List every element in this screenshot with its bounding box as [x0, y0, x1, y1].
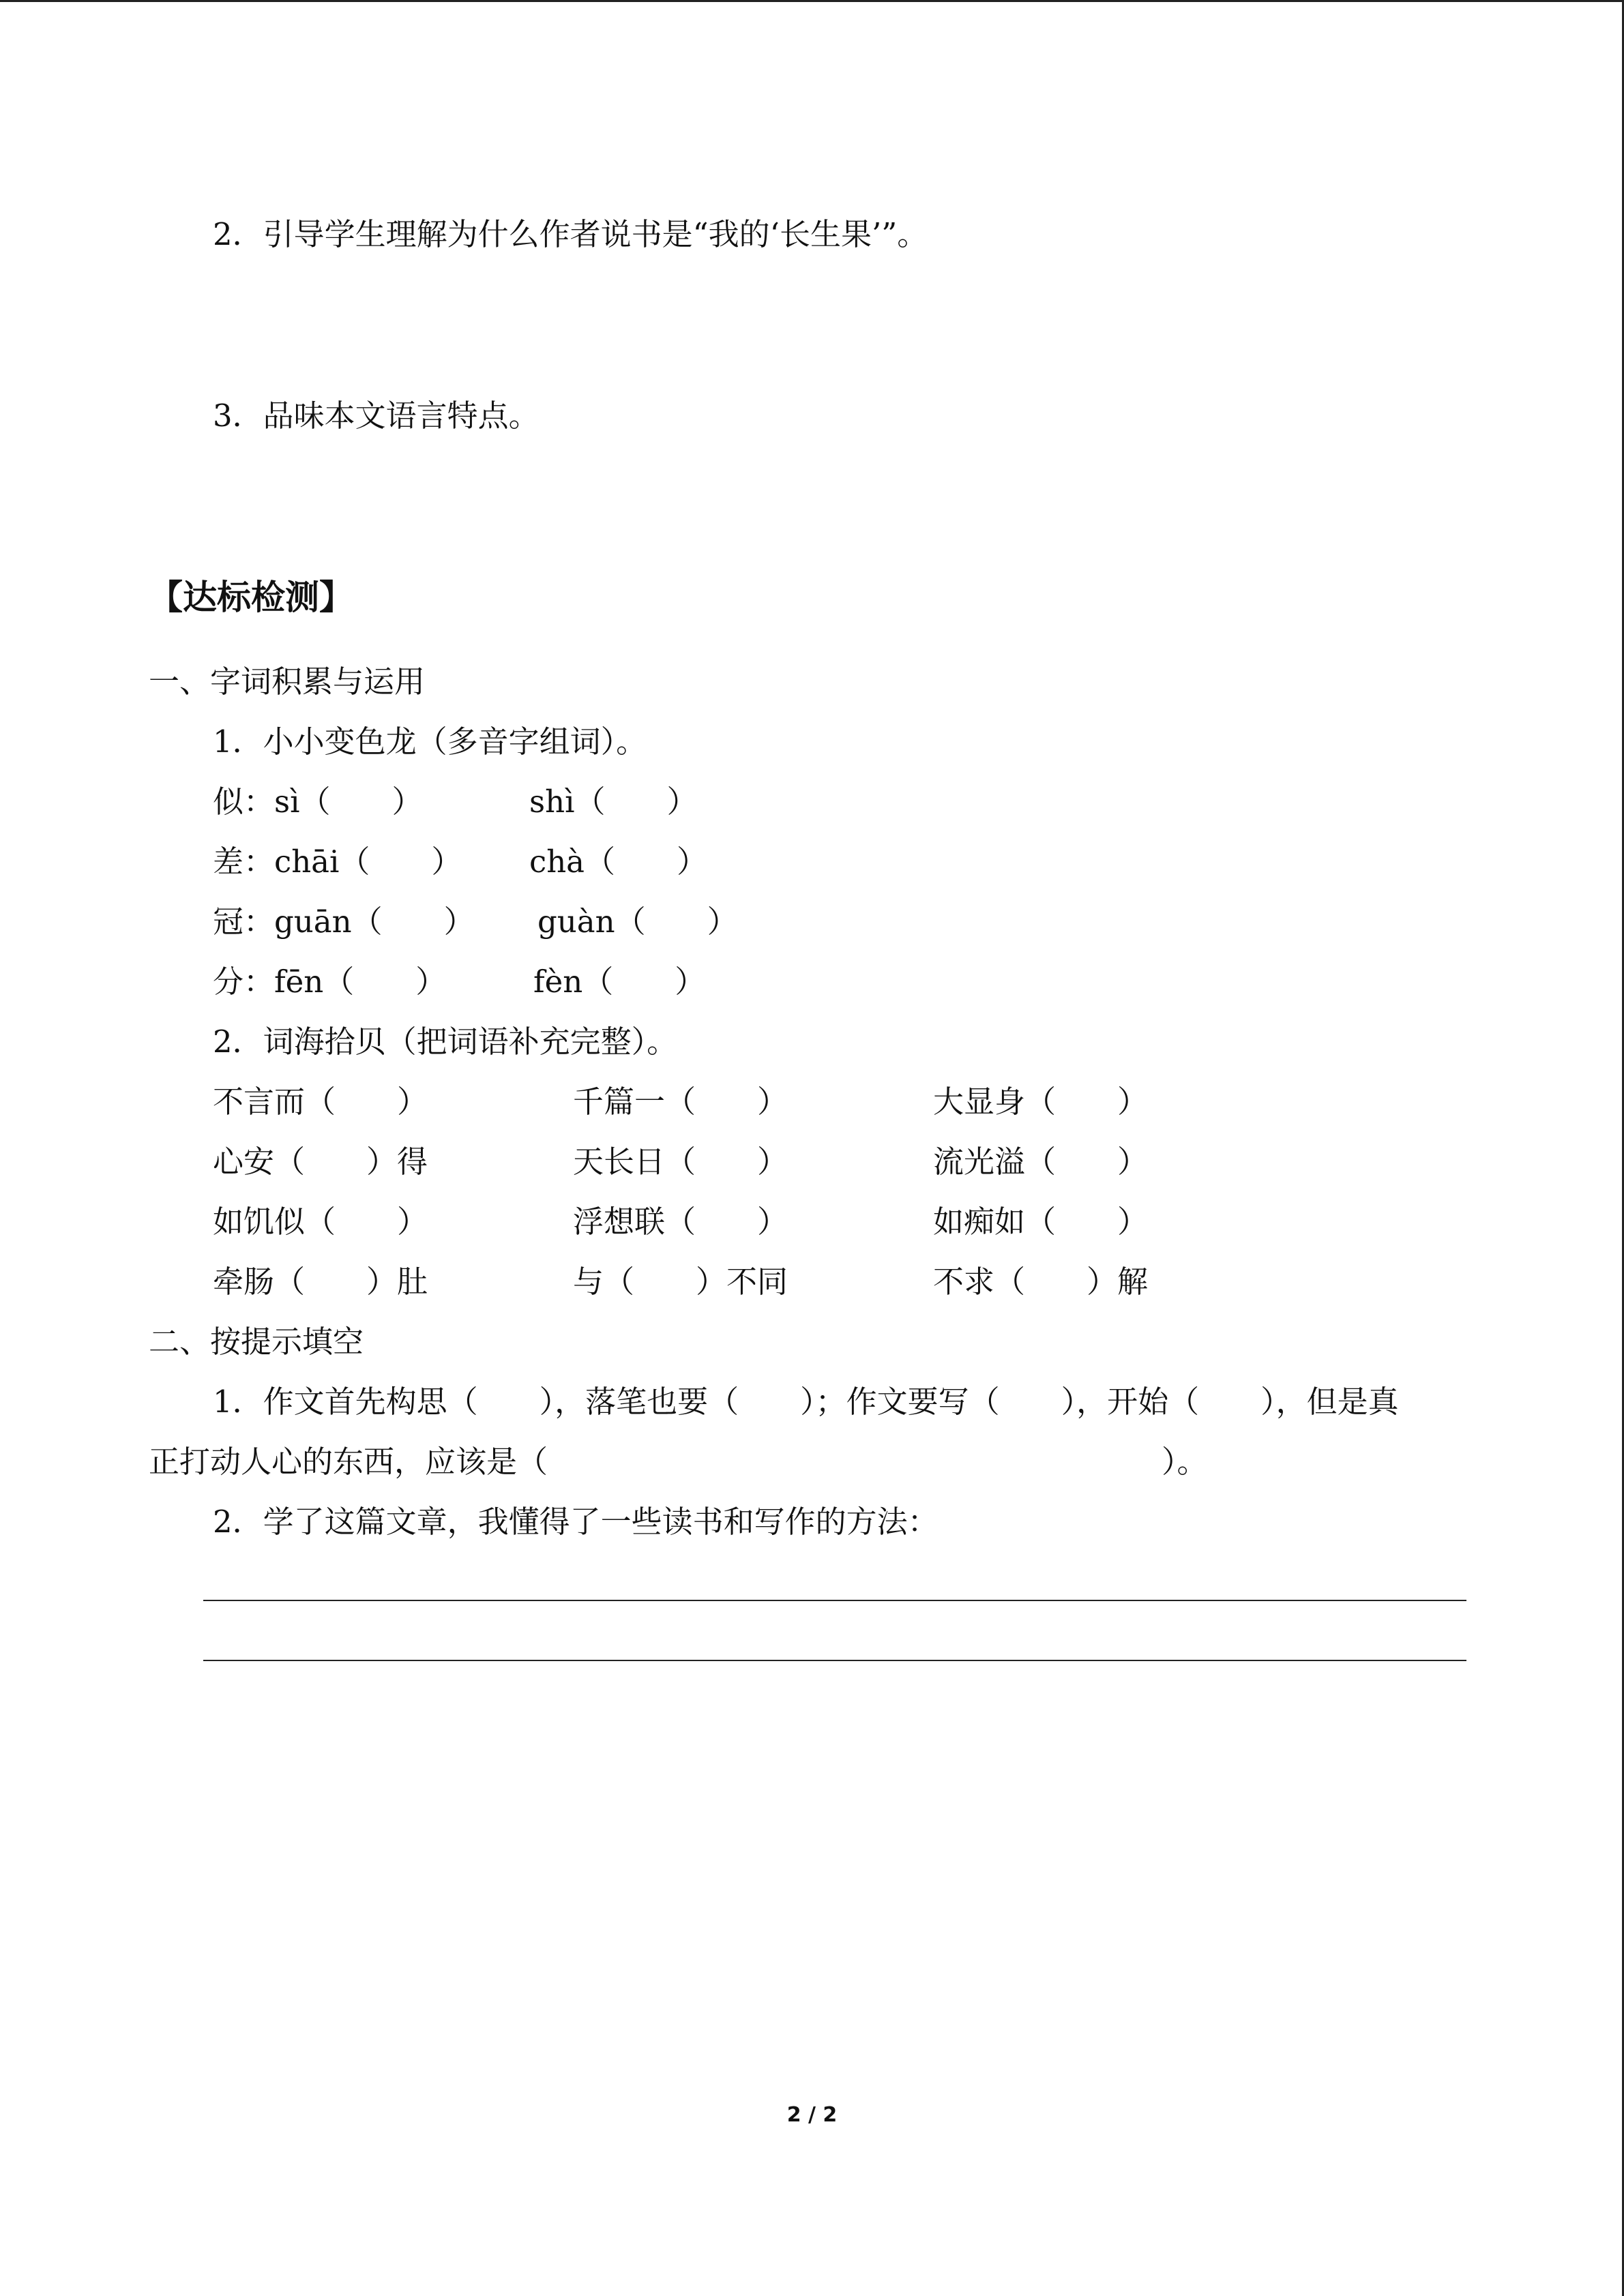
- answer-line: [203, 1600, 1466, 1601]
- part2-heading: 二、按提示填空: [149, 1324, 364, 1360]
- idiom-cell: 牵肠（ ）肚: [213, 1264, 428, 1300]
- polyphone-si: 似：sì（ ）: [213, 784, 423, 820]
- idiom-cell: 如饥似（ ）: [213, 1204, 428, 1240]
- polyphone-guan4: guàn（ ）: [537, 904, 738, 940]
- idiom-cell: 不求（ ）解: [933, 1264, 1149, 1300]
- idiom-cell: 流光溢（ ）: [933, 1144, 1149, 1180]
- part2-q1-line2: 正打动人心的东西，应该是（ ）。: [149, 1444, 1208, 1480]
- idiom-cell: 心安（ ）得: [213, 1144, 428, 1180]
- part1-q2-title: 2．词海拾贝（把词语补充完整）。: [213, 1024, 678, 1060]
- part1-heading: 一、字词积累与运用: [149, 664, 426, 700]
- idiom-cell: 浮想联（ ）: [573, 1204, 788, 1240]
- idiom-cell: 大显身（ ）: [933, 1084, 1149, 1120]
- idiom-cell: 不言而（ ）: [213, 1084, 428, 1120]
- study-item-2: 2．引导学生理解为什么作者说书是“我的‘长生果’”。: [213, 216, 928, 252]
- polyphone-guan1: 冠：guān（ ）: [213, 904, 475, 940]
- polyphone-fen4: fèn（ ）: [533, 964, 706, 1000]
- polyphone-chai: 差：chāi（ ）: [213, 844, 462, 880]
- answer-line: [203, 1660, 1466, 1661]
- part1-q1-title: 1．小小变色龙（多音字组词）。: [213, 724, 647, 760]
- idiom-cell: 天长日（ ）: [573, 1144, 788, 1180]
- part2-q1-line1: 1．作文首先构思（ ），落笔也要（ ）；作文要写（ ），开始（ ），但是真: [213, 1384, 1399, 1420]
- section-title: 【达标检测】: [149, 578, 353, 617]
- idiom-cell: 如痴如（ ）: [933, 1204, 1149, 1240]
- polyphone-shi: shì（ ）: [529, 784, 698, 820]
- polyphone-fen1: 分：fēn（ ）: [213, 964, 447, 1000]
- part2-q2: 2．学了这篇文章，我懂得了一些读书和写作的方法：: [213, 1504, 939, 1540]
- idiom-cell: 千篇一（ ）: [573, 1084, 788, 1120]
- study-item-3: 3．品味本文语言特点。: [213, 398, 540, 434]
- polyphone-cha: chà（ ）: [529, 844, 708, 880]
- page-number: 2 / 2: [786, 2103, 838, 2127]
- page-top-border: [0, 0, 1624, 2]
- idiom-cell: 与（ ）不同: [573, 1264, 788, 1300]
